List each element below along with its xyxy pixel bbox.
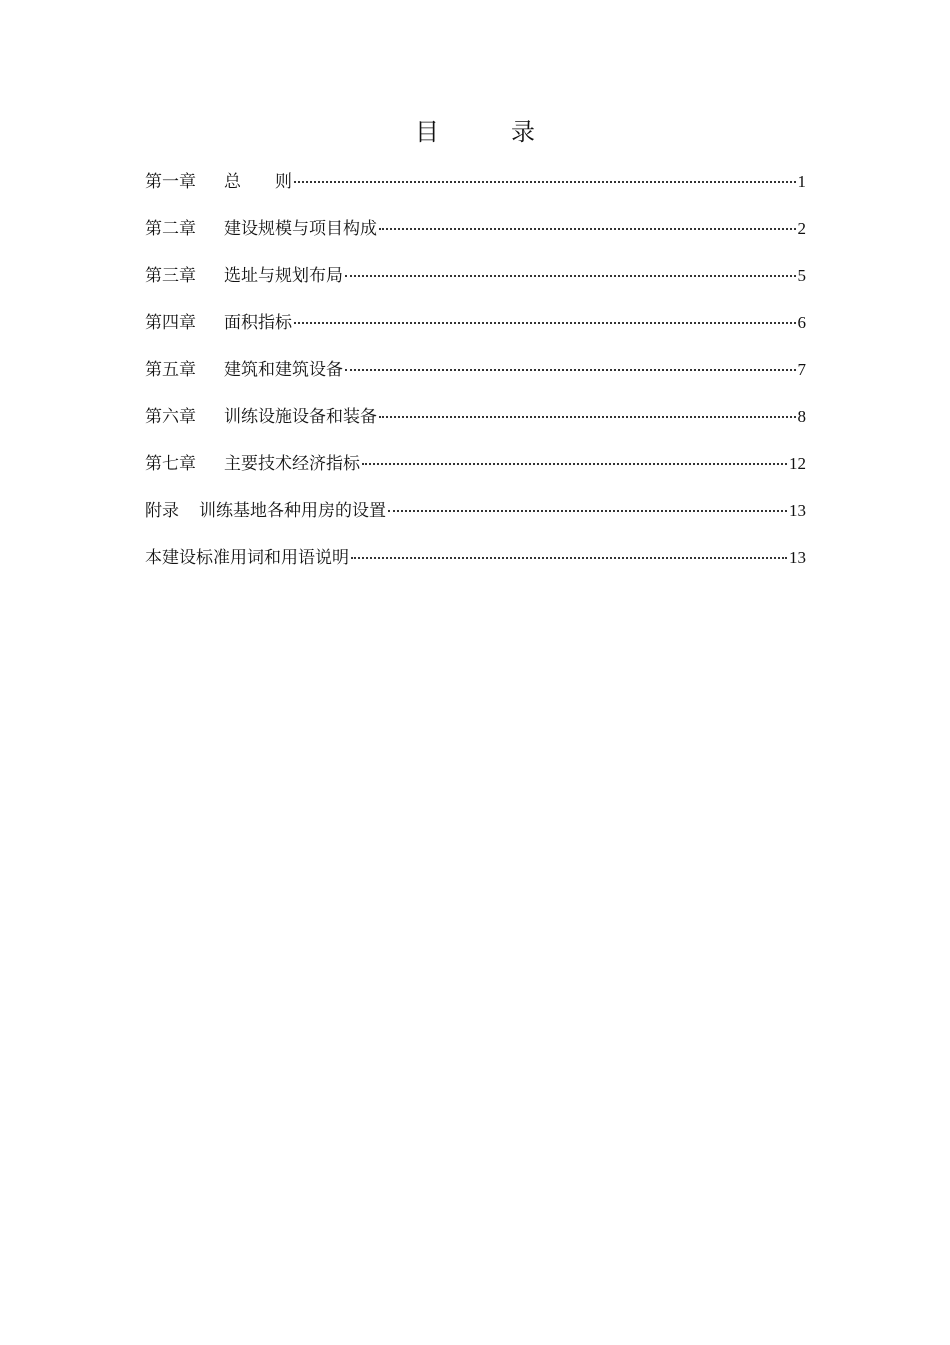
toc-entry-title: 建筑和建筑设备 — [224, 360, 343, 380]
toc-chapter-label: 第三章 — [145, 266, 196, 286]
toc-dot-leader — [345, 275, 796, 277]
toc-chapter-label: 第五章 — [145, 360, 196, 380]
toc-entry[interactable] — [145, 309, 806, 356]
toc-entry-title: 面积指标 — [224, 313, 292, 333]
toc-chapter-label: 附录 — [145, 501, 179, 521]
toc-entry-title: 选址与规划布局 — [224, 266, 343, 286]
toc-entry-title: 本建设标准用词和用语说明 — [145, 548, 349, 568]
toc-entry[interactable] — [145, 356, 806, 403]
toc-dot-leader — [345, 369, 796, 371]
toc-dot-leader — [362, 463, 787, 465]
toc-entry[interactable] — [145, 544, 806, 591]
toc-page-number: 1 — [797, 172, 806, 191]
toc-chapter-label: 第二章 — [145, 219, 196, 239]
toc-page-number: 5 — [797, 266, 806, 285]
toc-entry-title: 主要技术经济指标 — [224, 454, 360, 474]
toc-entry-title: 训练基地各种用房的设置 — [199, 501, 386, 521]
toc-dot-leader — [351, 557, 787, 559]
toc-entry[interactable] — [145, 450, 806, 497]
toc-page-number: 6 — [797, 313, 806, 332]
toc-page-number: 2 — [797, 219, 806, 238]
toc-dot-leader — [294, 322, 796, 324]
toc-entry[interactable] — [145, 262, 806, 309]
toc-page-number: 13 — [789, 501, 806, 520]
toc-chapter-label: 第一章 — [145, 172, 196, 192]
toc-page-number: 12 — [789, 454, 806, 473]
toc-title: 目 录 — [415, 118, 535, 146]
toc-entry-title: 建设规模与项目构成 — [224, 219, 377, 239]
toc-chapter-label: 第四章 — [145, 313, 196, 333]
toc-entry[interactable] — [145, 497, 806, 544]
toc-list — [145, 168, 806, 591]
toc-chapter-label: 第六章 — [145, 407, 196, 427]
toc-dot-leader — [294, 181, 796, 183]
toc-entry[interactable] — [145, 215, 806, 262]
toc-entry-title: 训练设施设备和装备 — [224, 407, 377, 427]
toc-page-number: 13 — [789, 548, 806, 567]
toc-page-number: 7 — [797, 360, 806, 379]
toc-entry[interactable] — [145, 168, 806, 215]
toc-dot-leader — [379, 228, 796, 230]
toc-dot-leader — [379, 416, 796, 418]
toc-chapter-label: 第七章 — [145, 454, 196, 474]
toc-entry[interactable] — [145, 403, 806, 450]
toc-dot-leader — [388, 510, 787, 512]
toc-page-number: 8 — [797, 407, 806, 426]
toc-entry-title: 总 则 — [224, 172, 292, 192]
